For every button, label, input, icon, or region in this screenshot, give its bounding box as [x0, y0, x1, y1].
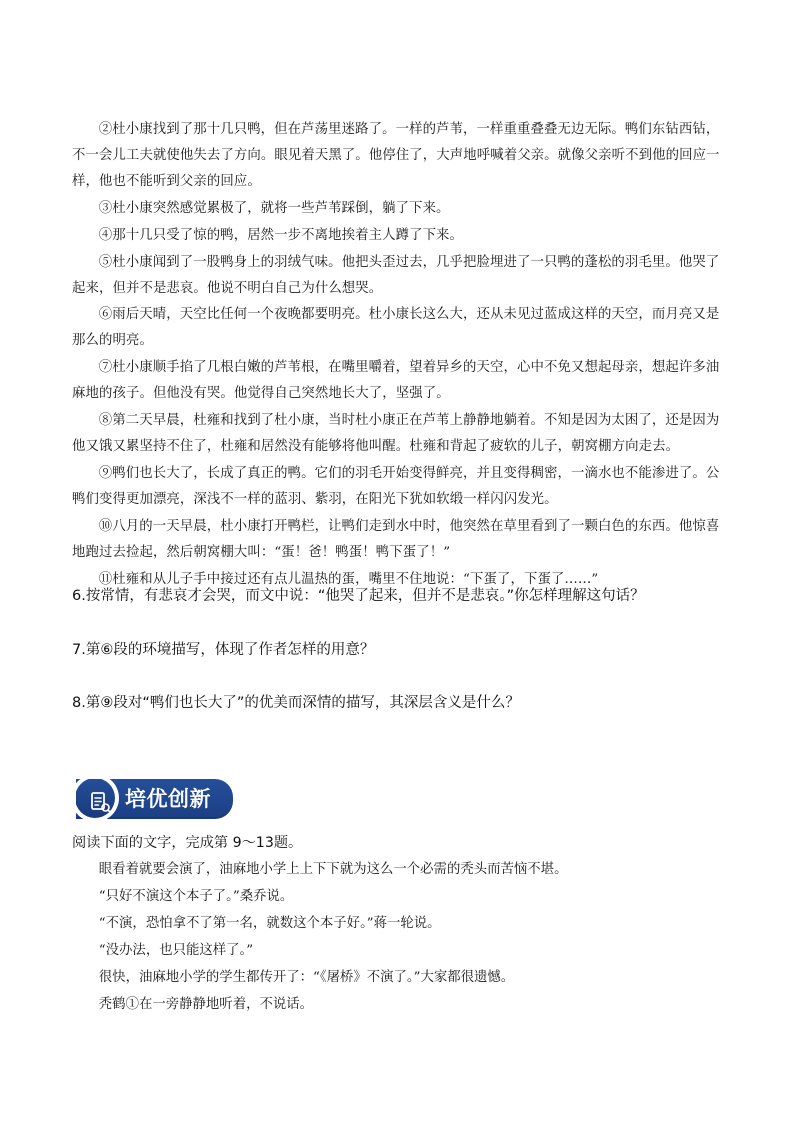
reading-line-6: 秃鹤①在一旁静静地听着，不说话。	[98, 997, 314, 1012]
question-6: 6.按常情，有悲哀才会哭，而文中说：“他哭了起来，但并不是悲哀。”你怎样理解这句话？	[72, 588, 645, 604]
story-paragraph-4: ④那十几只受了惊的鸭，居然一步不离地挨着主人蹲了下来。	[98, 228, 464, 243]
reading-line-1: 眼看着就要会演了，油麻地小学上上下下就为这么一个必需的秃头而苦恼不堪。	[98, 862, 568, 877]
question-8: 8.第⑨段对“鸭们也长大了”的优美而深情的描写，其深层含义是什么？	[72, 695, 520, 711]
question-7: 7.第⑥段的环境描写，体现了作者怎样的用意？	[72, 642, 375, 658]
story-paragraph-7: ⑦杜小康顺手掐了几根白嫩的芦苇根，在嘴里嚼着，望着异乡的天空，心中不免又想起母亲，想起许多油麻地的孩子。但他没有哭。他觉得自己突然地长大了，坚强了。	[72, 360, 720, 401]
pen-document-icon	[88, 790, 112, 814]
story-paragraph-9: ⑨鸭们也长大了，长成了真正的鸭。它们的羽毛开始变得鲜亮，并且变得稠密，一滴水也不能渗进了。公鸭们变得更加漂亮，深浅不一样的蓝羽、紫羽，在阳光下犹如软缎一样闪闪发光。	[72, 466, 720, 507]
section-banner	[76, 779, 233, 819]
reading-line-2: “只好不演这个本子了。”桑乔说。	[98, 889, 294, 904]
story-paragraph-3: ③杜小康突然感觉累极了，就将一些芦苇踩倒，躺了下来。	[98, 201, 450, 216]
story-paragraph-2: ②杜小康找到了那十几只鸭，但在芦荡里迷路了。一样的芦苇，一样重重叠叠无边无际。鸭们东钻西钻，不一会儿工夫就使他失去了方向。眼见着天黑了。他停住了，大声地呼喊着父亲。就像父亲听不到他的回应一样，他也不能听到父亲的回应。	[72, 122, 720, 189]
story-paragraph-6: ⑥雨后天晴，天空比任何一个夜晚都要明亮。杜小康长这么大，还从未见过蓝成这样的天空，而月亮又是那么的明亮。	[72, 307, 720, 348]
reading-line-3: “不演，恐怕拿不了第一名，就数这个本子好。”蒋一轮说。	[98, 916, 441, 931]
reading-line-4: “没办法，也只能这样了。”	[98, 943, 254, 958]
reading-line-5: 很快，油麻地小学的学生都传开了：“《屠桥》不演了。”大家都很遗憾。	[98, 970, 515, 985]
reading-instruction: 阅读下面的文字，完成第 9～13题。	[72, 835, 303, 851]
story-paragraph-10: ⑩八月的一天早晨，杜小康打开鸭栏，让鸭们走到水中时，他突然在草里看到了一颗白色的东西。他惊喜地跑过去捡起，然后朝窝棚大叫：“蛋！爸！鸭蛋！鸭下蛋了！”	[72, 519, 720, 560]
section-title: 培优创新	[125, 787, 211, 811]
story-paragraph-5: ⑤杜小康闻到了一股鸭身上的羽绒气味。他把头歪过去，几乎把脸埋进了一只鸭的蓬松的羽毛里。他哭了起来，但并不是悲哀。他说不明白自己为什么想哭。	[72, 255, 720, 296]
story-paragraph-11: ⑪杜雍和从儿子手中接过还有点儿温热的蛋，嘴里不住地说：“下蛋了，下蛋了……”	[98, 572, 599, 587]
story-paragraph-8: ⑧第二天早晨，杜雍和找到了杜小康，当时杜小康正在芦苇上静静地躺着。不知是因为太困了，还是因为他又饿又累坚持不住了，杜雍和居然没有能够将他叫醒。杜雍和背起了疲软的儿子，朝窝棚方向走去。	[72, 413, 720, 454]
